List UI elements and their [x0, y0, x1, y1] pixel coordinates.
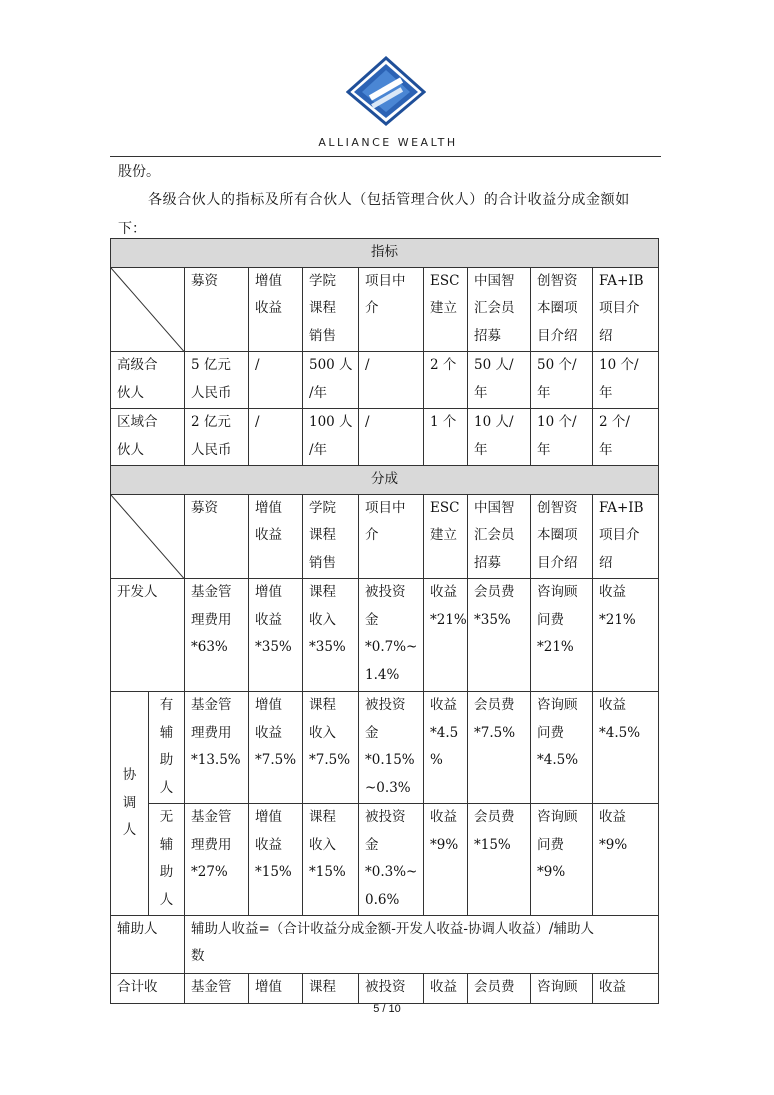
cell-line: 10 个/ [599, 357, 639, 373]
total-cell: 收益 [424, 974, 468, 1004]
indicator-row [111, 352, 659, 409]
share-cell [359, 579, 424, 692]
column-header [359, 494, 424, 579]
cell-line: *13.5% [191, 752, 241, 768]
share-cell [468, 579, 531, 692]
cell-line: 2 个 [430, 357, 457, 373]
cell-line: 项目中 [365, 499, 406, 516]
cell-line: *15% [309, 864, 346, 880]
paragraph-1: 股份。 [118, 164, 160, 180]
cell-line: 10 人/ [474, 414, 514, 430]
cell-line: 理费用 [191, 724, 232, 741]
cell-line: 增值 [255, 809, 282, 825]
cell-line: 募资 [191, 272, 218, 289]
cell-line: 收益 [430, 809, 457, 825]
indicator-cell [359, 352, 424, 409]
total-cell: 收益 [593, 974, 659, 1004]
cell-line: 2 个/ [599, 414, 630, 430]
cell-line: 年 [537, 384, 551, 401]
cell-line: / [255, 414, 260, 430]
indicator-cell [468, 409, 531, 466]
cell-line: 人民币 [191, 384, 232, 401]
total-cell: 增值 [249, 974, 303, 1004]
total-cell: 咨询顾 [531, 974, 593, 1004]
cell-line: 收益 [255, 611, 282, 628]
cell-line: 基金管 [191, 584, 232, 600]
cell-line: 问费 [537, 724, 564, 741]
diagonal-corner-cell [111, 267, 185, 352]
cell-line: 项目中 [365, 272, 406, 289]
cell-line: 会员费 [474, 584, 515, 600]
cell-line: 收入 [309, 611, 336, 628]
partner-indicator-table [110, 238, 659, 1004]
share-cell [249, 804, 303, 916]
cell-line: 目介绍 [537, 554, 578, 571]
cell-line: 课程 [309, 697, 336, 713]
cell-line: 增值 [255, 697, 282, 713]
cell-line: 50 个/ [537, 357, 577, 373]
diagonal-corner-cell [111, 494, 185, 579]
indicator-cell [468, 352, 531, 409]
cell-line: 收益 [255, 724, 282, 741]
share-cell [593, 579, 659, 692]
cell-line: *15% [255, 864, 292, 880]
cell-line: 有 [159, 697, 174, 713]
cell-line: 介 [365, 300, 379, 316]
column-header [593, 267, 659, 352]
coordinator-sublabel [149, 692, 185, 804]
share-cell [249, 579, 303, 692]
cell-line: *0.15% [365, 752, 415, 768]
share-cell [359, 804, 424, 916]
indicators-header-row [111, 267, 659, 352]
cell-line: 伙人 [117, 441, 144, 458]
cell-line: ~0.3% [365, 779, 411, 796]
cell-line: 年 [474, 384, 488, 401]
cell-line: 基金管 [191, 697, 232, 713]
cell-line: *0.3%~ [365, 864, 418, 880]
cell-line: 绍 [599, 327, 613, 344]
cell-line: 咨询顾 [537, 697, 578, 713]
share-cell [531, 804, 593, 916]
share-cell [531, 692, 593, 804]
total-cell: 基金管 [185, 974, 249, 1004]
coordinator-row [111, 692, 659, 804]
cell-line: 汇会员 [474, 527, 515, 543]
cell-line: 建立 [430, 527, 457, 543]
share-cell [468, 804, 531, 916]
cell-line: 伙人 [117, 384, 144, 401]
cell-line: *35% [309, 639, 346, 655]
share-cell [303, 579, 359, 692]
cell-line: *15% [474, 836, 511, 853]
cell-line: 50 人/ [474, 357, 514, 373]
cell-line: 高级合 [117, 357, 158, 373]
column-header [303, 267, 359, 352]
cell-line: 助 [159, 864, 174, 880]
share-cell [359, 692, 424, 804]
cell-line: 收入 [309, 724, 336, 741]
cell-line: 人 [159, 779, 174, 796]
cell-line: 理费用 [191, 836, 232, 853]
cell-line: 年 [537, 441, 551, 458]
cell-line: 目介绍 [537, 327, 578, 344]
cell-line: FA+IB [599, 499, 644, 516]
brand-name: ALLIANCE WEALTH [318, 136, 458, 149]
cell-line: 理费用 [191, 611, 232, 628]
cell-line: 收益 [599, 584, 626, 600]
column-header [468, 267, 531, 352]
cell-line: *35% [474, 611, 511, 628]
indicator-cell [531, 409, 593, 466]
cell-line: 介 [365, 527, 379, 543]
coordinator-sublabel [149, 804, 185, 916]
section-indicators-cell: 指标 [111, 239, 659, 268]
cell-line: *27% [191, 864, 228, 880]
cell-line: 增值 [255, 584, 282, 600]
cell-line: ESC [430, 499, 460, 516]
cell-line: 人 [122, 822, 137, 839]
cell-line: *9% [599, 836, 628, 853]
cell-line: *21% [537, 639, 574, 655]
share-cell [424, 579, 468, 692]
cell-line: 募资 [191, 499, 218, 516]
cell-line: 收益 [430, 697, 457, 713]
row-label: 合计收 [111, 974, 185, 1004]
cell-line: *4.5% [599, 724, 641, 741]
cell-line: 500 人 [309, 357, 353, 373]
cell-line: 收益 [255, 836, 282, 853]
cell-line: 中国智 [474, 499, 515, 516]
cell-line: 辅助人收益=（合计收益分成金额-开发人收益-协调人收益）/辅助人 [191, 921, 594, 937]
cell-line: ESC [430, 272, 460, 289]
cell-line: / [365, 357, 370, 373]
column-header [424, 494, 468, 579]
cell-line: 问费 [537, 611, 564, 628]
cell-line: / [365, 414, 370, 430]
cell-line: 数 [191, 948, 205, 964]
column-header [531, 494, 593, 579]
section-shares [111, 466, 659, 495]
assistant-formula [185, 916, 659, 974]
column-header [185, 494, 249, 579]
cell-line: 问费 [537, 836, 564, 853]
share-cell [593, 804, 659, 916]
cell-line: 1.4% [365, 666, 400, 683]
cell-line: 绍 [599, 554, 613, 571]
cell-line: 本圈项 [537, 300, 578, 316]
cell-line: 会员费 [474, 809, 515, 825]
cell-line: 学院 [309, 272, 336, 289]
cell-line: 被投资 [365, 697, 406, 713]
share-cell [303, 692, 359, 804]
cell-line: 被投资 [365, 584, 406, 600]
indicator-cell [531, 352, 593, 409]
cell-line: 咨询顾 [537, 809, 578, 825]
share-cell [424, 692, 468, 804]
cell-line: *4.5% [537, 752, 579, 768]
row-label [111, 352, 185, 409]
cell-line: /年 [309, 441, 328, 458]
share-cell [185, 804, 249, 916]
cell-line: *9% [430, 836, 459, 853]
cell-line: 无 [159, 809, 174, 825]
cell-line: 增值 [255, 499, 282, 516]
diagonal-line [111, 268, 184, 352]
page-number: 5 / 10 [373, 1003, 401, 1015]
cell-line: 被投资 [365, 809, 406, 825]
row-label [111, 579, 185, 692]
cell-line: 收益 [255, 527, 282, 543]
paragraph-2: 各级合伙人的指标及所有合伙人（包括管理合伙人）的合计收益分成金额如 [148, 192, 630, 208]
cell-line: 课程 [309, 300, 336, 316]
cell-line: 收益 [599, 697, 626, 713]
share-cell [424, 804, 468, 916]
indicator-cell [424, 409, 468, 466]
cell-line: 销售 [309, 554, 336, 571]
share-cell [185, 579, 249, 692]
cell-line: /年 [309, 384, 328, 401]
indicator-cell [185, 409, 249, 466]
cell-line: 销售 [309, 327, 336, 344]
cell-line: *7.5% [255, 752, 297, 768]
column-header [359, 267, 424, 352]
cell-line: *63% [191, 639, 228, 655]
cell-line: 本圈项 [537, 527, 578, 543]
row-label [111, 409, 185, 466]
cell-line: 2 亿元 [191, 414, 231, 430]
coordinator-label [111, 692, 149, 916]
total-row [111, 974, 659, 1004]
indicator-cell [303, 409, 359, 466]
cell-line: 基金管 [191, 809, 232, 825]
cell-line: 汇会员 [474, 300, 515, 316]
cell-line: 人民币 [191, 441, 232, 458]
share-cell [468, 692, 531, 804]
column-header [185, 267, 249, 352]
cell-line: 0.6% [365, 891, 400, 908]
indicator-row [111, 409, 659, 466]
row-label: 辅助人 [111, 916, 185, 974]
cell-line: 中国智 [474, 272, 515, 289]
cell-line: 创智资 [537, 272, 578, 289]
coordinator-row [111, 804, 659, 916]
indicator-cell [303, 352, 359, 409]
indicator-cell [359, 409, 424, 466]
cell-line: 年 [599, 441, 613, 458]
cell-line: *0.7%~ [365, 639, 418, 655]
column-header [249, 267, 303, 352]
cell-line: 学院 [309, 499, 336, 516]
shares-header-row [111, 494, 659, 579]
cell-line: 建立 [430, 300, 457, 316]
indicator-cell [593, 352, 659, 409]
cell-line: 收益 [599, 809, 626, 825]
cell-line: / [255, 357, 260, 373]
header-divider [110, 156, 661, 157]
cell-line: 100 人 [309, 414, 353, 430]
indicator-cell [424, 352, 468, 409]
cell-line: 调 [122, 794, 137, 811]
total-cell: 会员费 [468, 974, 531, 1004]
total-cell: 课程 [303, 974, 359, 1004]
cell-line: % [430, 752, 443, 768]
cell-line: 招募 [474, 554, 501, 571]
column-header [424, 267, 468, 352]
cell-line: 金 [365, 724, 379, 741]
cell-line: 1 个 [430, 414, 457, 430]
cell-line: 招募 [474, 327, 501, 344]
indicator-cell [185, 352, 249, 409]
share-cell [593, 692, 659, 804]
cell-line: *9% [537, 864, 566, 880]
column-header [249, 494, 303, 579]
cell-line: 区域合 [117, 414, 158, 430]
cell-line: 10 个/ [537, 414, 577, 430]
cell-line: 金 [365, 836, 379, 853]
cell-line: *4.5 [430, 724, 459, 741]
cell-line: 收入 [309, 836, 336, 853]
cell-line: 项目介 [599, 527, 640, 543]
column-header [303, 494, 359, 579]
cell-line: 开发人 [117, 584, 158, 600]
indicator-cell [249, 409, 303, 466]
share-cell [531, 579, 593, 692]
cell-line: 课程 [309, 809, 336, 825]
share-cell [185, 692, 249, 804]
cell-line: 课程 [309, 584, 336, 600]
cell-line: *35% [255, 639, 292, 655]
cell-line: *21% [599, 611, 636, 628]
cell-line: 增值 [255, 272, 282, 289]
cell-line: 会员费 [474, 697, 515, 713]
share-cell [303, 804, 359, 916]
cell-line: 收益 [255, 300, 282, 316]
cell-line: 收益 [430, 584, 457, 600]
paragraph-3: 下： [118, 221, 146, 237]
cell-line: 咨询顾 [537, 584, 578, 600]
total-cell: 被投资 [359, 974, 424, 1004]
cell-line: 年 [474, 441, 488, 458]
section-shares-cell: 分成 [111, 466, 659, 495]
column-header [593, 494, 659, 579]
indicator-cell [249, 352, 303, 409]
assistant-row [111, 916, 659, 974]
cell-line: 协 [122, 767, 137, 784]
share-cell [249, 692, 303, 804]
cell-line: 项目介 [599, 300, 640, 316]
section-indicators [111, 239, 659, 268]
cell-line: 年 [599, 384, 613, 401]
cell-line: 人 [159, 891, 174, 908]
cell-line: 金 [365, 611, 379, 628]
column-header [531, 267, 593, 352]
cell-line: *7.5% [309, 752, 351, 768]
cell-line: 5 亿元 [191, 357, 231, 373]
cell-line: *21% [430, 611, 467, 628]
developer-row [111, 579, 659, 692]
cell-line: 课程 [309, 527, 336, 543]
cell-line: FA+IB [599, 272, 644, 289]
alliance-wealth-logo-icon [346, 56, 426, 126]
column-header [468, 494, 531, 579]
cell-line: 辅 [159, 836, 174, 853]
cell-line: 助 [159, 752, 174, 768]
cell-line: 辅 [159, 724, 174, 741]
cell-line: *7.5% [474, 724, 516, 741]
cell-line: 创智资 [537, 499, 578, 516]
diagonal-line [111, 495, 184, 579]
indicator-cell [593, 409, 659, 466]
